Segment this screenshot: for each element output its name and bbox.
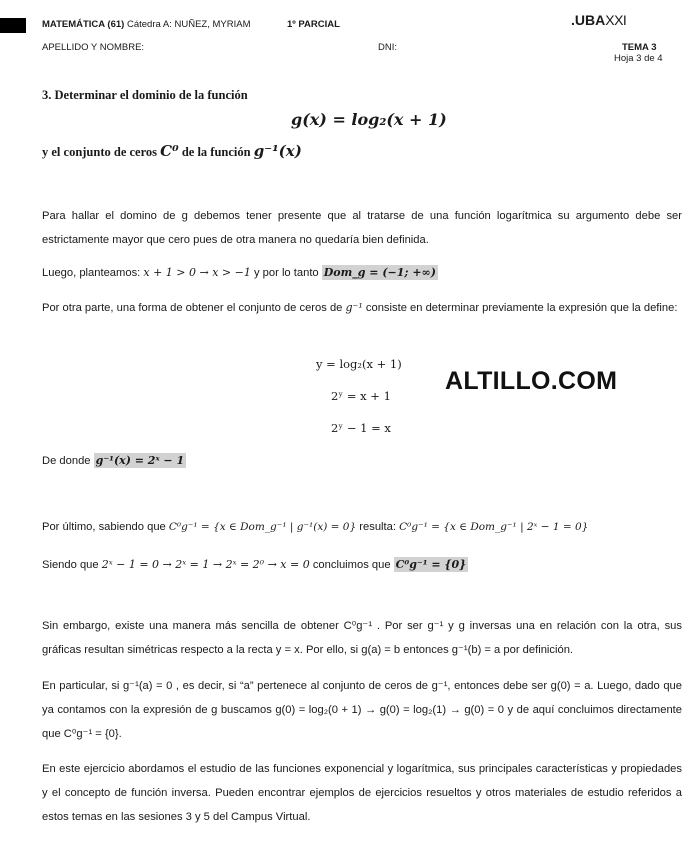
paragraph-alternative-method: Sin embargo, existe una manera más sencilla de obtener C⁰g⁻¹ . Por ser g⁻¹ y g inversas una en relación con la otra, sus gráficas resultan simétricas respecto a la recta y = x. Por ello, si g(a) = b entonces g⁻¹(b) = a por definición. <box>42 620 682 656</box>
page-counter: Hoja 3 de 4 <box>614 53 663 64</box>
watermark: ALTILLO.COM <box>445 367 618 395</box>
equation-1: y = log₂(x + 1) <box>316 357 402 371</box>
paragraph-closing-note: En este ejercicio abordamos el estudio de las funciones exponencial y logarítmica, sus principales características y propiedades y el concepto de función inversa. Pueden encontrar ejemplos de ejercicios resueltos y otros materiales de estudio referidos a estos temas en las sesiones 3 y 5 del Campus Virtual. <box>42 763 682 823</box>
tema-label: TEMA 3 <box>622 42 657 53</box>
domain-answer-highlight: Dom_g = (−1; +∞) <box>323 266 436 279</box>
name-label: APELLIDO Y NOMBRE: <box>42 42 145 53</box>
paragraph-inverse-intro: Por otra parte, una forma de obtener el conjunto de ceros de g⁻¹ consiste en determinar previamente la expresión que la define: <box>42 301 678 314</box>
paragraph-domain-result: Luego, planteamos: x + 1 > 0 → x > −1 y por lo tanto Dom_g = (−1; +∞) <box>42 266 436 279</box>
equation-3: 2ʸ − 1 = x <box>331 421 391 435</box>
paragraph-zeros-definition: Por último, sabiendo que C⁰g⁻¹ = {x ∈ Dom_g⁻¹ | g⁻¹(x) = 0} resulta: C⁰g⁻¹ = {x ∈ Dom_g⁻¹ | 2ˣ − 1 = 0} <box>42 521 589 533</box>
exam-label: 1º PARCIAL <box>287 19 340 30</box>
dni-label: DNI: <box>378 42 397 53</box>
equation-2: 2ʸ = x + 1 <box>331 389 391 403</box>
course-title: MATEMÁTICA (61) Cátedra A: NUÑEZ, MYRIAM <box>42 19 251 30</box>
question-statement-2: y el conjunto de ceros C⁰ de la función g⁻¹(x) <box>42 142 302 160</box>
inverse-answer-highlight: g⁻¹(x) = 2ˣ − 1 <box>95 454 185 467</box>
uba-xxi-logo: .UBAXXI <box>571 12 627 28</box>
paragraph-domain-intro: Para hallar el domino de g debemos tener presente que al tratarse de una función logarítmica su argumento debe ser estrictamente mayor que cero pues de otra manera no quedaría bien definida. <box>42 210 682 246</box>
zeros-answer-highlight: C⁰g⁻¹ = {0} <box>395 558 467 571</box>
black-marker-bar <box>0 18 26 33</box>
question-statement: 3. Determinar el dominio de la función <box>42 88 248 102</box>
paragraph-inverse-result: De donde g⁻¹(x) = 2ˣ − 1 <box>42 454 185 467</box>
paragraph-particular-case: En particular, si g⁻¹(a) = 0 , es decir, si “a” pertenece al conjunto de ceros de g⁻¹, entonces debe ser g(0) = a. Luego, dado que ya contamos con la expresión de g buscamos g(0) = log₂(0 + 1) → g(0) = log₂(1) → g(0) = 0 y de aquí concluimos directamente que C⁰g⁻¹ = {0}. <box>42 680 682 740</box>
function-definition: g(x) = log₂(x + 1) <box>291 110 447 129</box>
paragraph-zeros-result: Siendo que 2ˣ − 1 = 0 → 2ˣ = 1 → 2ˣ = 2⁰ → x = 0 concluimos que C⁰g⁻¹ = {0} <box>42 558 467 571</box>
